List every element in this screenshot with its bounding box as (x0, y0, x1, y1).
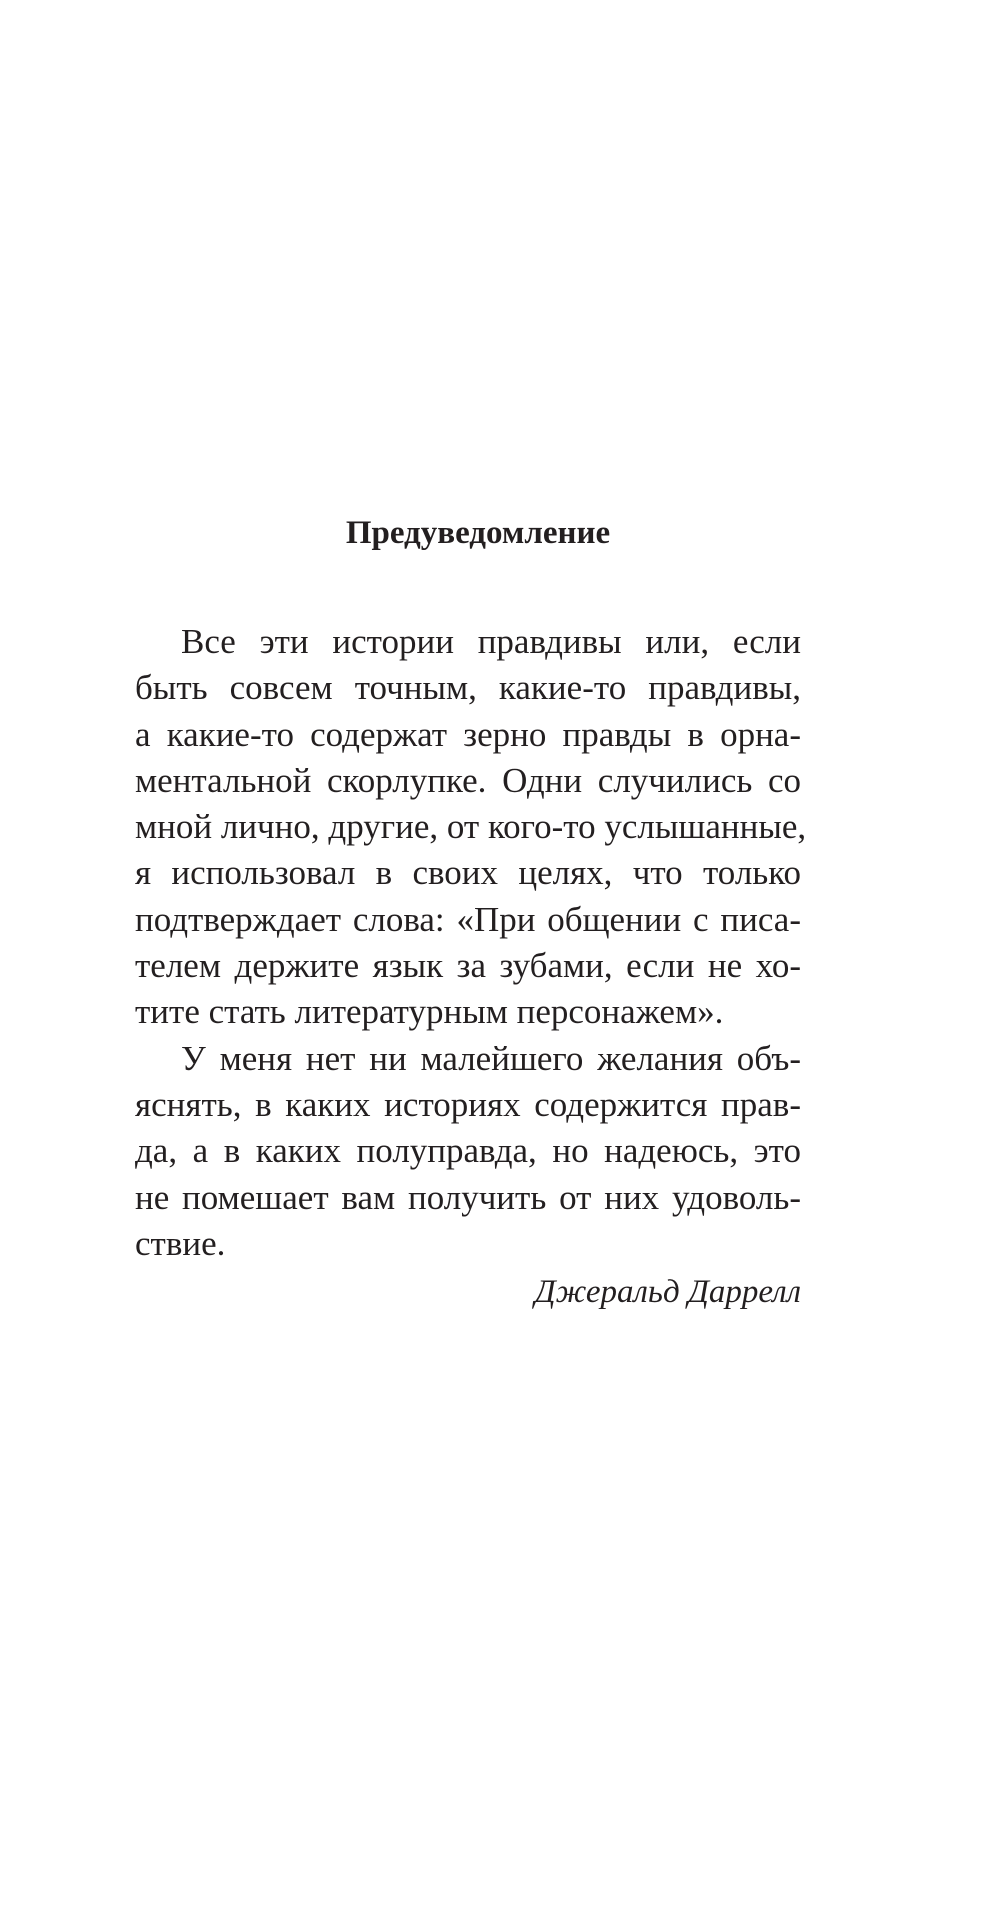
text-line: я использовал в своих целях, что только (135, 853, 801, 893)
author-signature: Джеральд Даррелл (534, 1274, 801, 1311)
paragraph-1 (135, 619, 807, 1036)
text-line: не помешает вам получить от них удоволь- (135, 1177, 801, 1217)
text-line: подтверждает слова: «При общении с писа- (135, 899, 801, 939)
text-line: а какие-то содержат зерно правды в орна- (135, 714, 801, 754)
text-line: яснять, в каких историях содержится прав- (135, 1084, 801, 1124)
text-line: Все эти истории правдивы или, если (181, 622, 801, 661)
chapter-title: Предуведомление (345, 515, 611, 551)
text-line: мной лично, другие, от кого-то услышанные, (135, 807, 807, 847)
paragraph-2 (135, 1036, 801, 1267)
body-text (135, 619, 807, 1315)
text-line: У меня нет ни малейшего желания объ- (181, 1038, 801, 1078)
text-line: тите стать литературным персонажем». (135, 992, 724, 1032)
text-line: телем держите язык за зубами, если не хо- (135, 946, 801, 986)
text-block (135, 505, 807, 1315)
text-line: ствие. (135, 1223, 226, 1263)
text-line: ментальной скорлупке. Одни случились со (135, 760, 801, 800)
text-line: быть совсем точным, какие-то правдивы, (135, 668, 801, 708)
text-line: да, а в каких полуправда, но надеюсь, это (135, 1131, 801, 1171)
